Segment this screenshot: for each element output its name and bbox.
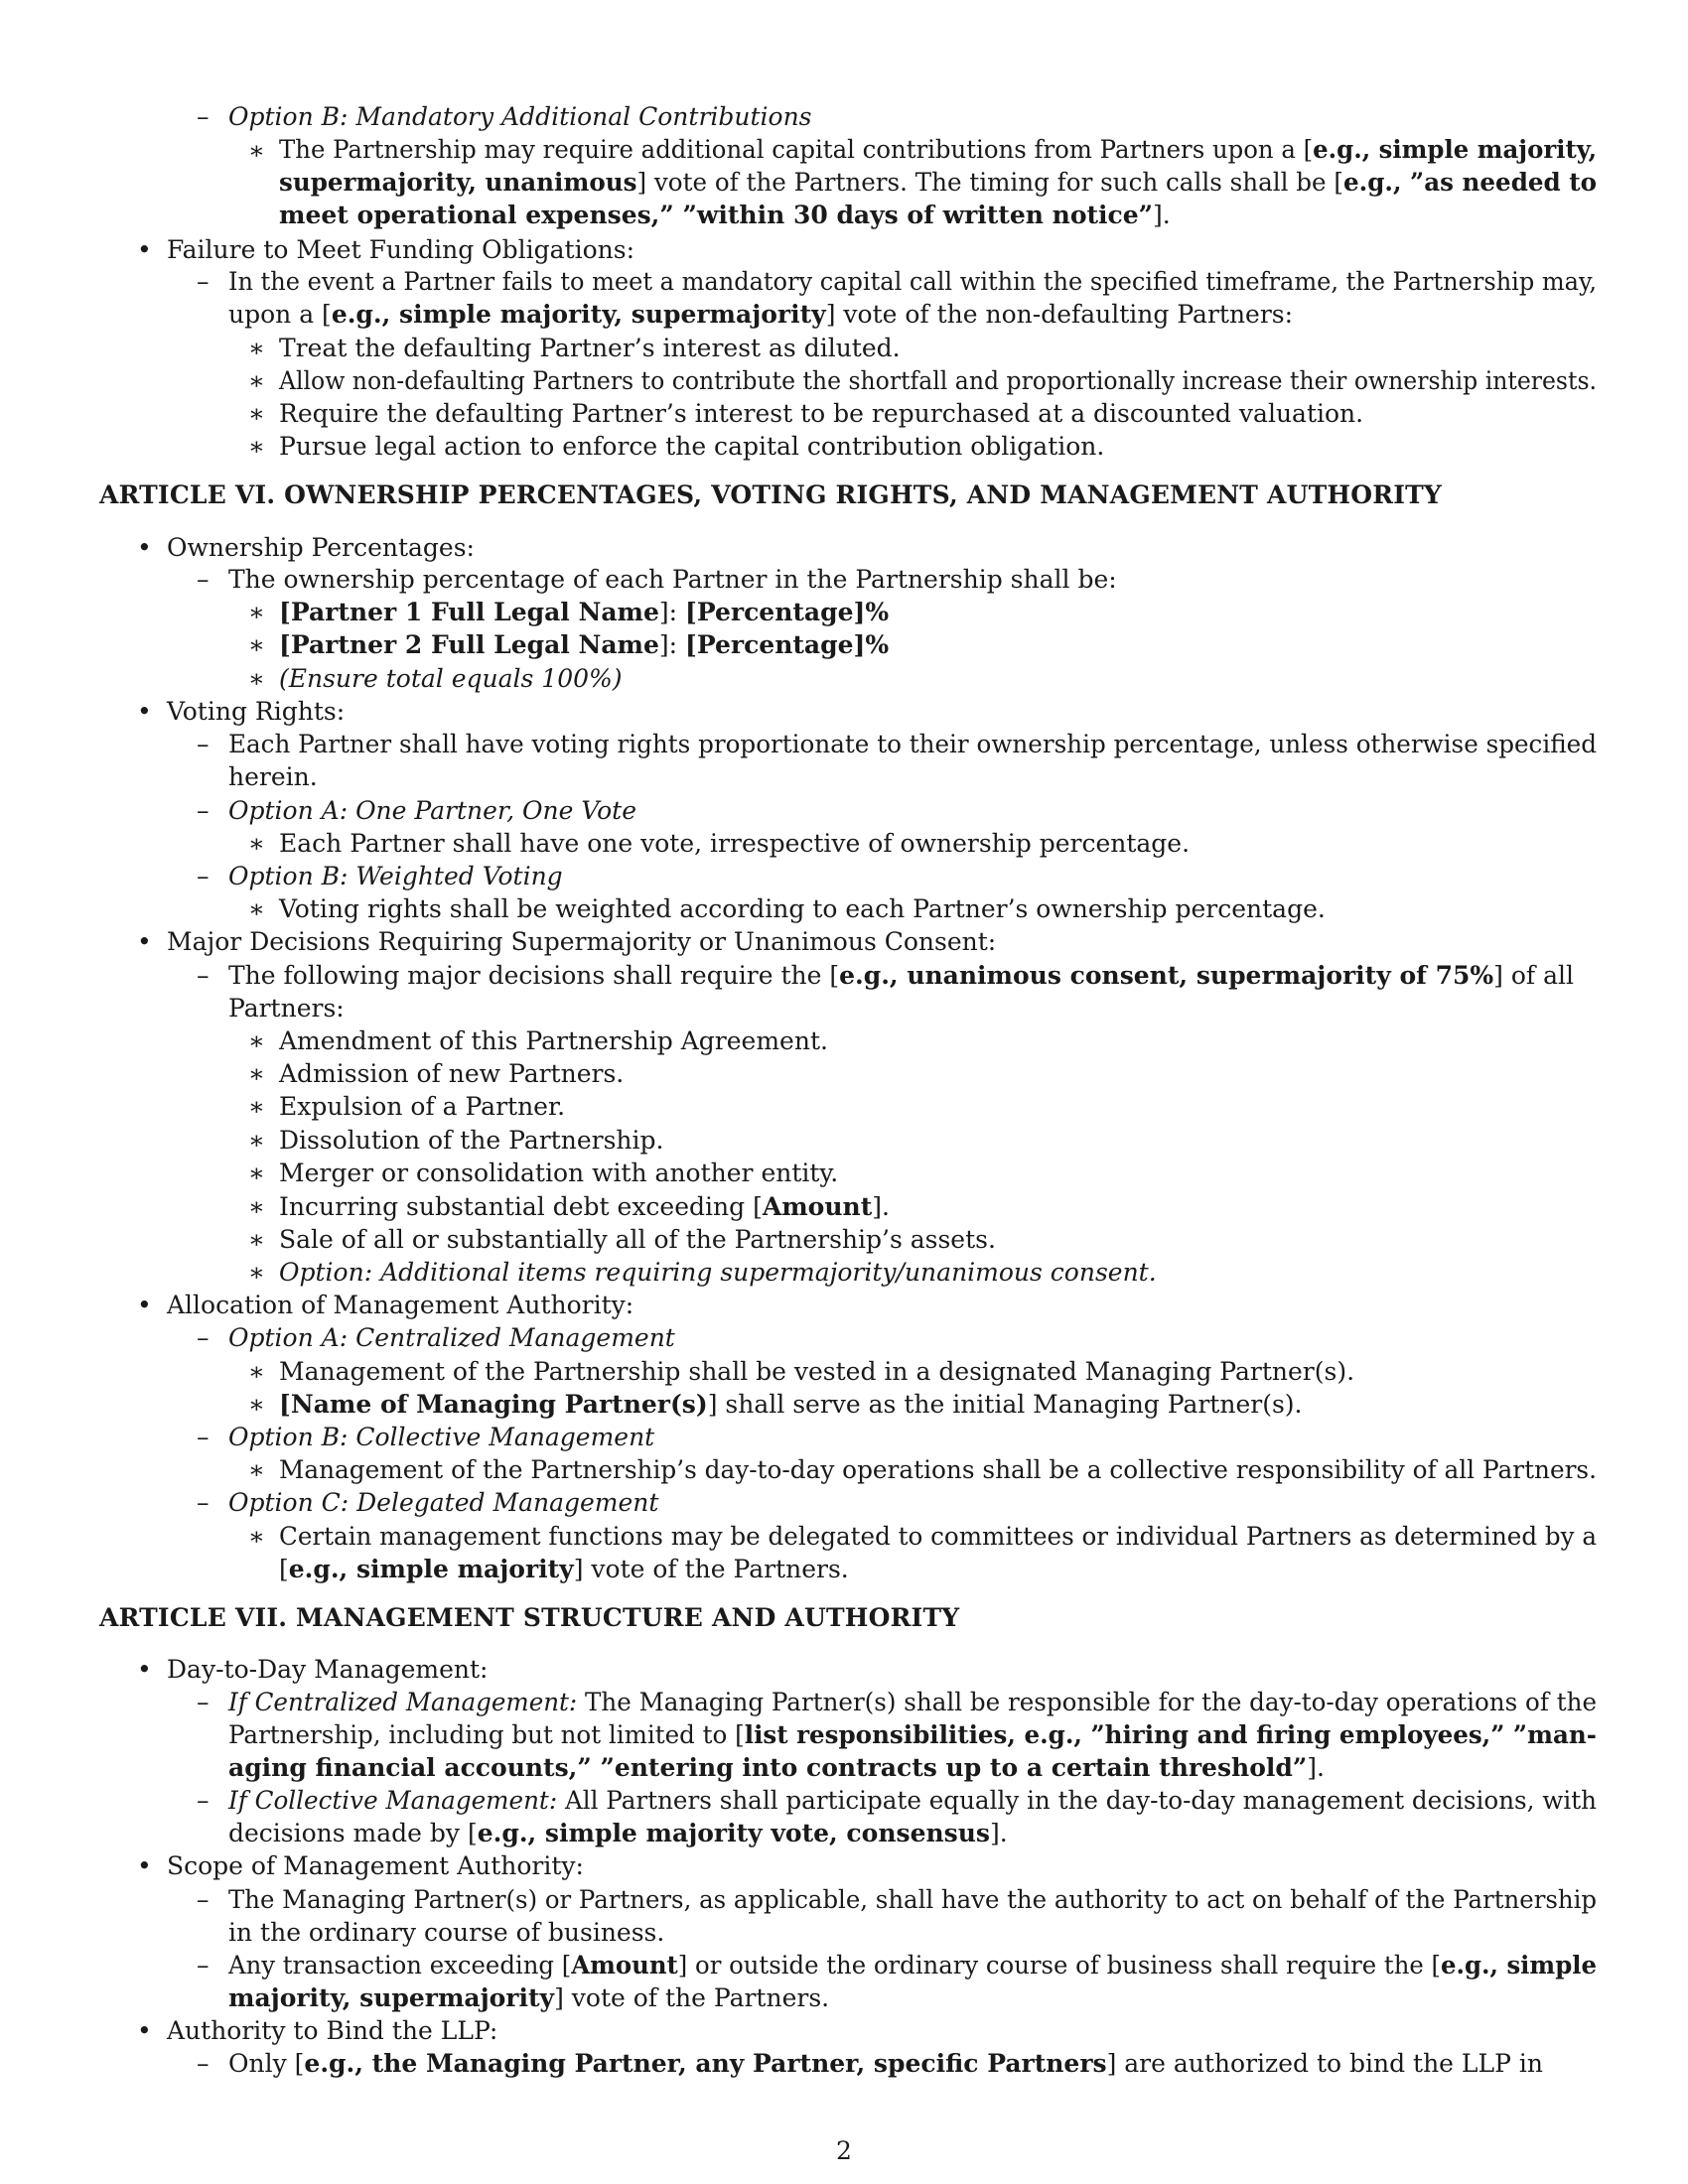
option-label: Option B: Weighted Voting <box>228 862 563 890</box>
asterisk-marker: ∗ <box>248 829 265 858</box>
paragraph-line: herein. <box>228 762 318 791</box>
asterisk-marker: ∗ <box>248 1026 265 1055</box>
asterisk-marker: ∗ <box>248 598 265 626</box>
section-label: Day-to-Day Management: <box>167 1655 489 1684</box>
asterisk-marker: ∗ <box>248 1357 265 1386</box>
paragraph-line: The ownership percentage of each Partner in the Partnership shall be: <box>228 565 1117 594</box>
dash-marker: – <box>197 1488 210 1517</box>
section-label: Major Decisions Requiring Supermajority or Unanimous Consent: <box>167 927 997 956</box>
list-item-text: Sale of all or substantially all of the Partnership’s assets. <box>279 1225 996 1254</box>
paragraph-line: decisions made by [e.g., simple majority vote, consensus]. <box>228 1819 1008 1847</box>
section-label: Allocation of Management Authority: <box>167 1291 634 1319</box>
dash-marker: – <box>197 1786 210 1815</box>
asterisk-marker: ∗ <box>248 432 265 461</box>
dash-marker: – <box>197 565 210 594</box>
section-label: Voting Rights: <box>167 697 346 726</box>
bullet-marker: • <box>137 1851 152 1880</box>
paragraph-line: Partnership, including but not limited to [list responsibilities, e.g., ”hiring and firing employees,” ”man- <box>228 1720 1597 1749</box>
asterisk-marker: ∗ <box>248 136 265 165</box>
asterisk-marker: ∗ <box>248 664 265 693</box>
paragraph-line: Any transaction exceeding [Amount] or outside the ordinary course of business shall require the [e.g., simple <box>228 1951 1597 1979</box>
paragraph-line: The Managing Partner(s) or Partners, as applicable, shall have the authority to act on behalf of the Partnership <box>228 1885 1598 1914</box>
bullet-marker: • <box>137 2016 152 2045</box>
asterisk-marker: ∗ <box>248 1522 265 1551</box>
list-item-text: Certain management functions may be delegated to committees or individual Partners as determined by a <box>279 1522 1597 1551</box>
paragraph-line: Partners: <box>228 994 345 1023</box>
dash-marker: – <box>197 1423 210 1451</box>
dash-marker: – <box>197 267 210 296</box>
list-item-text: Voting rights shall be weighted according to each Partner’s ownership percentage. <box>279 894 1326 923</box>
list-item-text: Merger or consolidation with another entity. <box>279 1159 839 1187</box>
option-label: Option A: One Partner, One Vote <box>228 796 636 825</box>
list-item-text: [Name of Managing Partner(s)] shall serve as the initial Managing Partner(s). <box>279 1390 1303 1419</box>
bullet-marker: • <box>137 927 152 956</box>
dash-marker: – <box>197 1885 210 1914</box>
section-label: Ownership Percentages: <box>167 533 475 562</box>
article-heading: ARTICLE VII. MANAGEMENT STRUCTURE AND AUTHORITY <box>99 1603 960 1632</box>
dash-marker: – <box>197 796 210 825</box>
option-label: Option B: Collective Management <box>228 1423 655 1451</box>
page-number: 2 <box>836 2136 852 2165</box>
bullet-marker: • <box>137 533 152 562</box>
paragraph-line: meet operational expenses,” ”within 30 days of written notice”]. <box>279 201 1171 229</box>
dash-marker: – <box>197 730 210 758</box>
list-item-text: Each Partner shall have one vote, irrespective of ownership percentage. <box>279 829 1191 858</box>
asterisk-marker: ∗ <box>248 1059 265 1088</box>
paragraph-line: aging financial accounts,” ”entering into contracts up to a certain threshold”]. <box>228 1753 1325 1782</box>
article-heading: ARTICLE VI. OWNERSHIP PERCENTAGES, VOTING RIGHTS, AND MANAGEMENT AUTHORITY <box>99 480 1442 509</box>
section-label: Scope of Management Authority: <box>167 1851 584 1880</box>
paragraph-line: upon a [e.g., simple majority, supermajority] vote of the non-defaulting Partners: <box>228 300 1294 329</box>
asterisk-marker: ∗ <box>248 894 265 923</box>
list-item-text: Expulsion of a Partner. <box>279 1092 566 1121</box>
list-item-text: Allow non-defaulting Partners to contribute the shortfall and proportionally increase their ownership interests. <box>279 366 1598 395</box>
asterisk-marker: ∗ <box>248 1126 265 1155</box>
list-item-text: Pursue legal action to enforce the capital contribution obligation. <box>279 432 1105 461</box>
list-item-text: Incurring substantial debt exceeding [Amount]. <box>279 1192 890 1221</box>
asterisk-marker: ∗ <box>248 399 265 428</box>
section-label: Authority to Bind the LLP: <box>167 2016 498 2045</box>
dash-marker: – <box>197 1323 210 1352</box>
asterisk-marker: ∗ <box>248 334 265 362</box>
list-item-text: Management of the Partnership shall be vested in a designated Managing Partner(s). <box>279 1357 1355 1386</box>
asterisk-marker: ∗ <box>248 1192 265 1221</box>
dash-marker: – <box>197 1951 210 1979</box>
bullet-marker: • <box>137 1291 152 1319</box>
bullet-marker: • <box>137 235 152 264</box>
list-item-text: (Ensure total equals 100%) <box>279 664 623 693</box>
option-label: Option C: Delegated Management <box>228 1488 659 1517</box>
asterisk-marker: ∗ <box>248 1390 265 1419</box>
paragraph-line: Each Partner shall have voting rights proportionate to their ownership percentage, unless otherwise specified <box>228 730 1597 758</box>
paragraph-line: The following major decisions shall require the [e.g., unanimous consent, supermajority of 75%] of all <box>228 961 1574 990</box>
paragraph-line: In the event a Partner fails to meet a mandatory capital call within the specified timeframe, the Partnership may, <box>228 267 1598 296</box>
paragraph-line: If Centralized Management: The Managing Partner(s) shall be responsible for the day-to-day operations of the <box>228 1688 1597 1716</box>
dash-marker: – <box>197 1688 210 1716</box>
option-label: Option B: Mandatory Additional Contributions <box>228 102 812 131</box>
asterisk-marker: ∗ <box>248 366 265 395</box>
paragraph-line: supermajority, unanimous] vote of the Partners. The timing for such calls shall be [e.g., ”as needed to <box>279 168 1598 197</box>
paragraph-line: The Partnership may require additional capital contributions from Partners upon a [e.g., simple majority, <box>279 135 1598 164</box>
dash-marker: – <box>197 102 210 131</box>
list-item-text: [Partner 1 Full Legal Name]: [Percentage]% <box>279 598 890 626</box>
list-item-text: Admission of new Partners. <box>279 1059 625 1088</box>
list-item-text: Dissolution of the Partnership. <box>279 1126 664 1155</box>
paragraph-line: Only [e.g., the Managing Partner, any Partner, specific Partners] are authorized to bind the LLP in <box>228 2049 1543 2078</box>
list-item-text: Management of the Partnership’s day-to-day operations shall be a collective responsibility of all Partners. <box>279 1455 1597 1484</box>
list-item-text: Amendment of this Partnership Agreement. <box>279 1026 828 1055</box>
dash-marker: – <box>197 862 210 890</box>
paragraph-line: If Collective Management: All Partners shall participate equally in the day-to-day management decisions, with <box>228 1786 1598 1815</box>
list-item-text: Require the defaulting Partner’s interest to be repurchased at a discounted valuation. <box>279 399 1364 428</box>
asterisk-marker: ∗ <box>248 1455 265 1484</box>
bullet-marker: • <box>137 697 152 726</box>
paragraph-line: majority, supermajority] vote of the Partners. <box>228 1983 830 2012</box>
asterisk-marker: ∗ <box>248 630 265 659</box>
option-label: Option A: Centralized Management <box>228 1323 675 1352</box>
list-item-text: [e.g., simple majority] vote of the Partners. <box>279 1555 849 1583</box>
list-item-text: Treat the defaulting Partner’s interest as diluted. <box>279 334 901 362</box>
section-label: Failure to Meet Funding Obligations: <box>167 235 635 264</box>
paragraph-line: in the ordinary course of business. <box>228 1918 665 1947</box>
asterisk-marker: ∗ <box>248 1159 265 1187</box>
dash-marker: – <box>197 2049 210 2078</box>
list-item-text: [Partner 2 Full Legal Name]: [Percentage]% <box>279 630 890 659</box>
asterisk-marker: ∗ <box>248 1092 265 1121</box>
bullet-marker: • <box>137 1655 152 1684</box>
list-item-text: Option: Additional items requiring supermajority/unanimous consent. <box>279 1258 1157 1287</box>
dash-marker: – <box>197 961 210 990</box>
asterisk-marker: ∗ <box>248 1258 265 1287</box>
asterisk-marker: ∗ <box>248 1225 265 1254</box>
